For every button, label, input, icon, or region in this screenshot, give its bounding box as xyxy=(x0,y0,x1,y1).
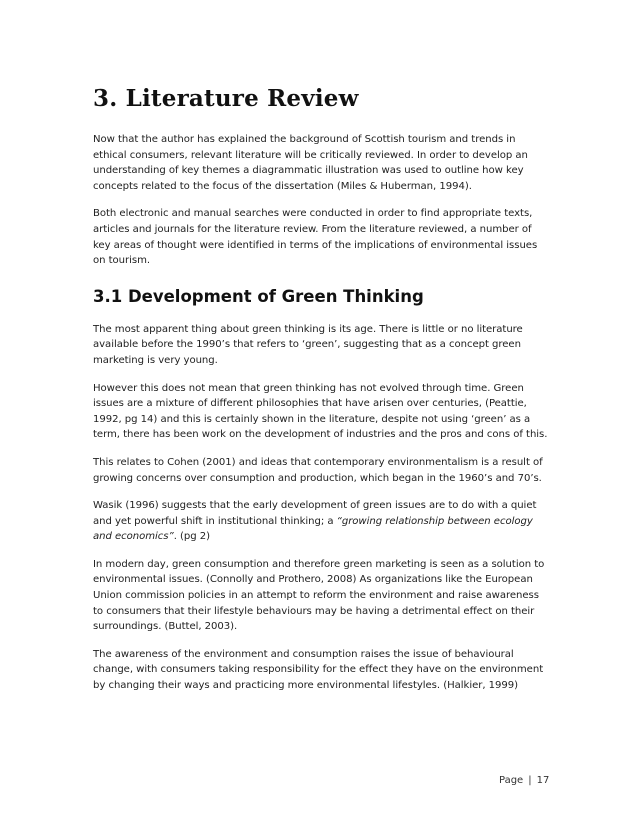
paragraph-4-text-start: Wasik (1996) suggests that the early development of green issues are to do with a quiet and yet powerful shift in institutional thinking; a xyxy=(93,500,537,527)
page-content xyxy=(93,84,548,706)
section-paragraph-4 xyxy=(93,498,548,545)
intro-paragraph-2: Both electronic and manual searches were conducted in order to find appropriate texts, articles and journals for the literature review. From the literature reviewed, a number of key areas of thought were identified in terms of the implications of environmental issues on tourism. xyxy=(93,208,538,267)
page-label: Page xyxy=(499,775,524,786)
page-number: 17 xyxy=(536,775,550,786)
paragraph-4-quote: “growing relationship between ecology and economics” xyxy=(93,515,533,543)
paragraph-4-text-end: . (pg 2) xyxy=(173,531,211,543)
chapter-title: 3. Literature Review xyxy=(93,85,359,112)
footer-separator: | xyxy=(528,775,532,786)
section-paragraph-1: The most apparent thing about green thinking is its age. There is little or no literature available before the 1990’s that refers to ‘green’, suggesting that as a concept green marketing is very young. xyxy=(93,323,523,366)
section-paragraph-6: The awareness of the environment and consumption raises the issue of behavioural change, with consumers taking responsibility for the effect they have on the environment by changing their ways and practicing more environmental lifestyles. (Halkier, 1999) xyxy=(93,648,544,692)
section-paragraph-3: This relates to Cohen (2001) and ideas that contemporary environmentalism is a result of growing concerns over consumption and production, which began in the 1960’s and 70’s. xyxy=(93,456,543,484)
intro-paragraph-1: Now that the author has explained the background of Scottish tourism and trends in ethical consumers, relevant literature will be critically reviewed. In order to develop an understanding of key themes a diagrammatic illustration was used to outline how key concepts related to the focus of the dissertation (Miles & Huberman, 1994). xyxy=(93,134,528,192)
section-paragraph-2: However this does not mean that green thinking has not evolved through time. Green issues are a mixture of different philosophies that have arisen over centuries, (Peattie, 1992, pg 14) and this is certainly shown in the literature, despite not using ‘green’ as a term, there has been work on the development of industries and the pros and cons of this. xyxy=(93,382,548,441)
page-footer xyxy=(499,774,549,788)
section-paragraph-5: In modern day, green consumption and therefore green marketing is seen as a solution to environmental issues. (Connolly and Prothero, 2008) As organizations like the European Union commission policies in an attempt to reform the environment and raise awareness to consumers that their lifestyle behaviours may be having a detrimental effect on their surroundings. (Buttel, 2003). xyxy=(93,558,545,633)
section-title: 3.1 Development of Green Thinking xyxy=(93,286,424,306)
